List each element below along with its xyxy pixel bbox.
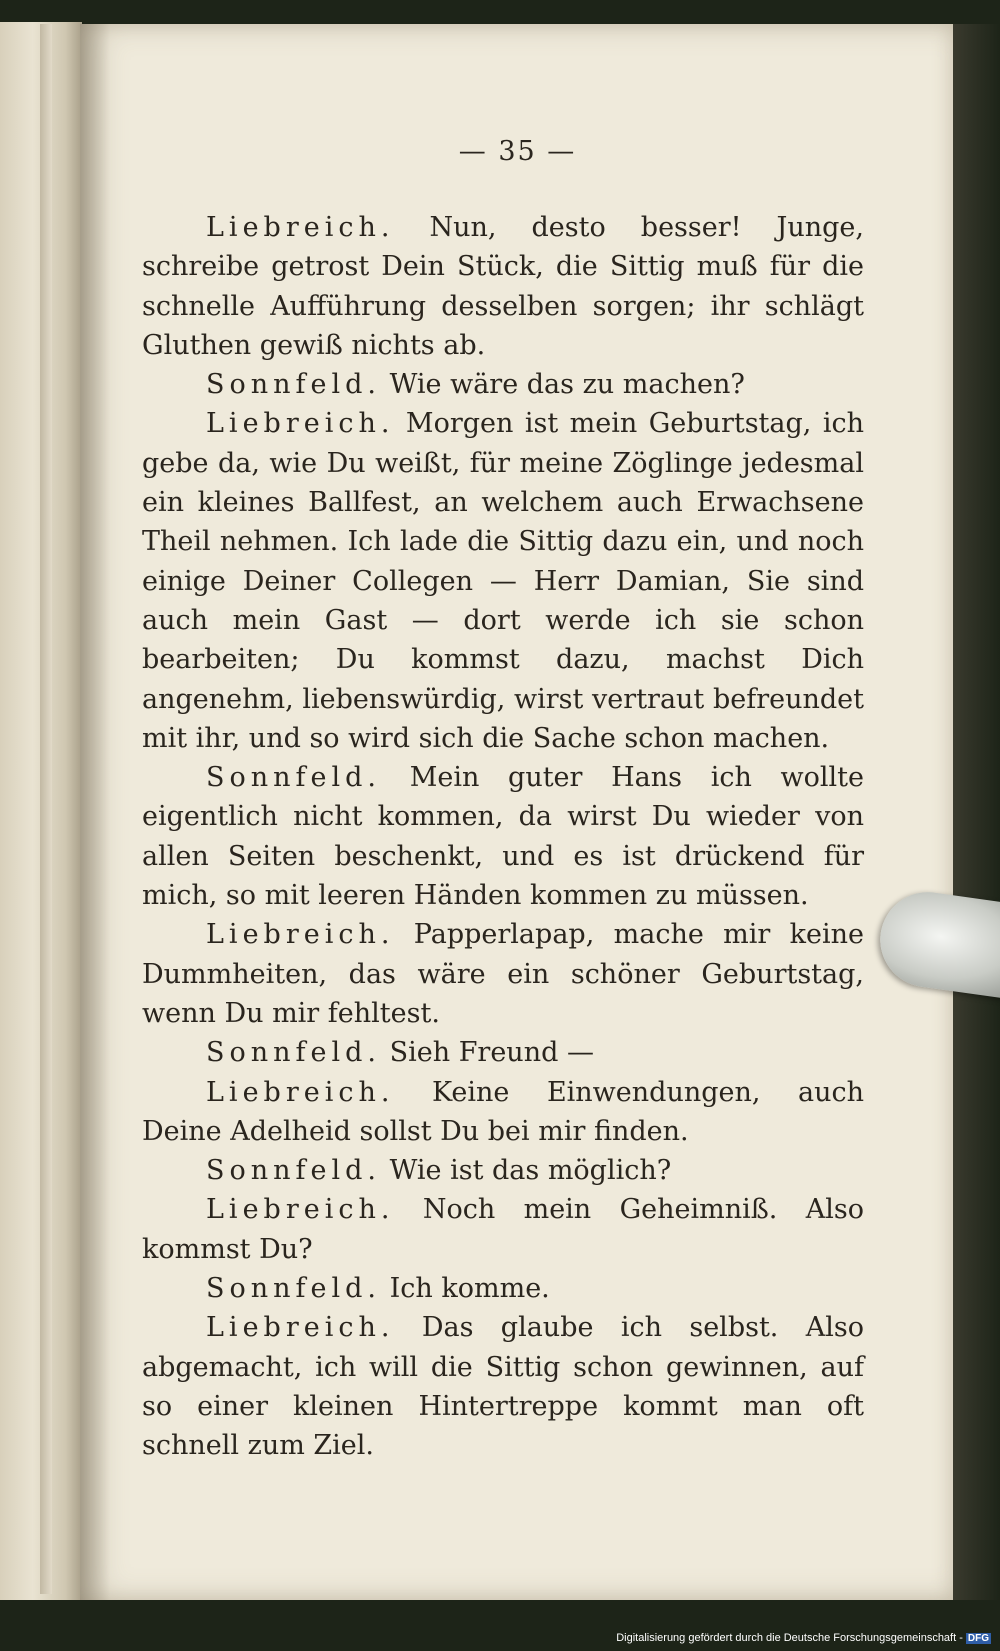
digitization-credit bbox=[613, 1631, 994, 1645]
paragraph bbox=[142, 1308, 864, 1465]
paragraph-text: Noch mein Geheimniß. Also kommst Du? bbox=[142, 1194, 864, 1265]
credit-text: Digitalisierung gefördert durch die Deutsche Forschungsgemeinschaft - bbox=[616, 1632, 963, 1644]
paragraph-text: Mein guter Hans ich wollte eigentlich nicht kommen, da wirst Du wieder von allen Seiten beschenkt, und es ist drückend für mich, so mit leeren Händen kommen zu müssen. bbox=[142, 762, 864, 912]
paragraph bbox=[142, 758, 864, 915]
paragraph bbox=[142, 1190, 864, 1269]
speaker-name: Liebreich. bbox=[206, 919, 395, 951]
speaker-name: Liebreich. bbox=[206, 1076, 395, 1108]
paragraph bbox=[142, 1073, 864, 1152]
speaker-name: Sonnfeld. bbox=[206, 1155, 382, 1187]
paragraph bbox=[142, 1033, 864, 1072]
page-text bbox=[142, 208, 864, 1466]
paragraph-text: Wie wäre das zu machen? bbox=[389, 369, 745, 401]
right-background bbox=[953, 24, 1000, 1600]
speaker-name: Liebreich. bbox=[206, 1312, 395, 1344]
paragraph bbox=[142, 208, 864, 365]
paragraph bbox=[142, 915, 864, 1033]
paragraph-text: Ich komme. bbox=[389, 1273, 550, 1305]
paragraph-text: Papperlapap, mache mir keine Dummheiten, das wäre ein schöner Geburtstag, wenn Du mir fehltest. bbox=[142, 919, 864, 1029]
speaker-name: Sonnfeld. bbox=[206, 1273, 382, 1305]
speaker-name: Liebreich. bbox=[206, 212, 395, 243]
dfg-logo: DFG bbox=[967, 1633, 989, 1644]
speaker-name: Liebreich. bbox=[206, 1194, 395, 1226]
paragraph bbox=[142, 365, 864, 404]
paragraph-text: Morgen ist mein Geburtstag, ich gebe da, wie Du weißt, für meine Zöglinge jedesmal ein kleines Ballfest, an welchem auch Erwachsene Theil nehmen. Ich lade die Sittig dazu ein, und noch einige Deiner Collegen — Herr Damian, Sie sind auch mein Gast — dort werde ich sie schon bearbeiten; Du kommst dazu, machst Dich angenehm, liebenswürdig, wirst vertraut befreundet mit ihr, und so wird sich die Sache schon machen. bbox=[142, 408, 864, 754]
paragraph bbox=[142, 1269, 864, 1308]
paragraph-text: Keine Einwendungen, auch Deine Adelheid sollst Du bei mir finden. bbox=[142, 1076, 864, 1147]
paragraph-text: Wie ist das möglich? bbox=[389, 1155, 672, 1187]
speaker-name: Sonnfeld. bbox=[206, 369, 382, 401]
speaker-name: Liebreich. bbox=[206, 408, 395, 440]
paragraph-text: Sieh Freund — bbox=[389, 1037, 594, 1069]
page-gutter-shadow bbox=[80, 24, 110, 1600]
paragraph-text: Das glaube ich selbst. Also abgemacht, ich will die Sittig schon gewinnen, auf so einer kleinen Hintertreppe kommt man oft schnell zum Ziel. bbox=[142, 1312, 864, 1462]
page-number: — 35 — bbox=[458, 136, 577, 167]
speaker-name: Sonnfeld. bbox=[206, 1037, 382, 1069]
paragraph bbox=[142, 404, 864, 758]
paragraph-text: Nun, desto besser! Junge, schreibe getrost Dein Stück, die Sittig muß für die schnelle Aufführung desselben sorgen; ihr schlägt Gluthen gewiß nichts ab. bbox=[142, 212, 864, 361]
left-page-shadow bbox=[40, 24, 52, 1594]
speaker-name: Sonnfeld. bbox=[206, 762, 382, 794]
paragraph bbox=[142, 1151, 864, 1190]
